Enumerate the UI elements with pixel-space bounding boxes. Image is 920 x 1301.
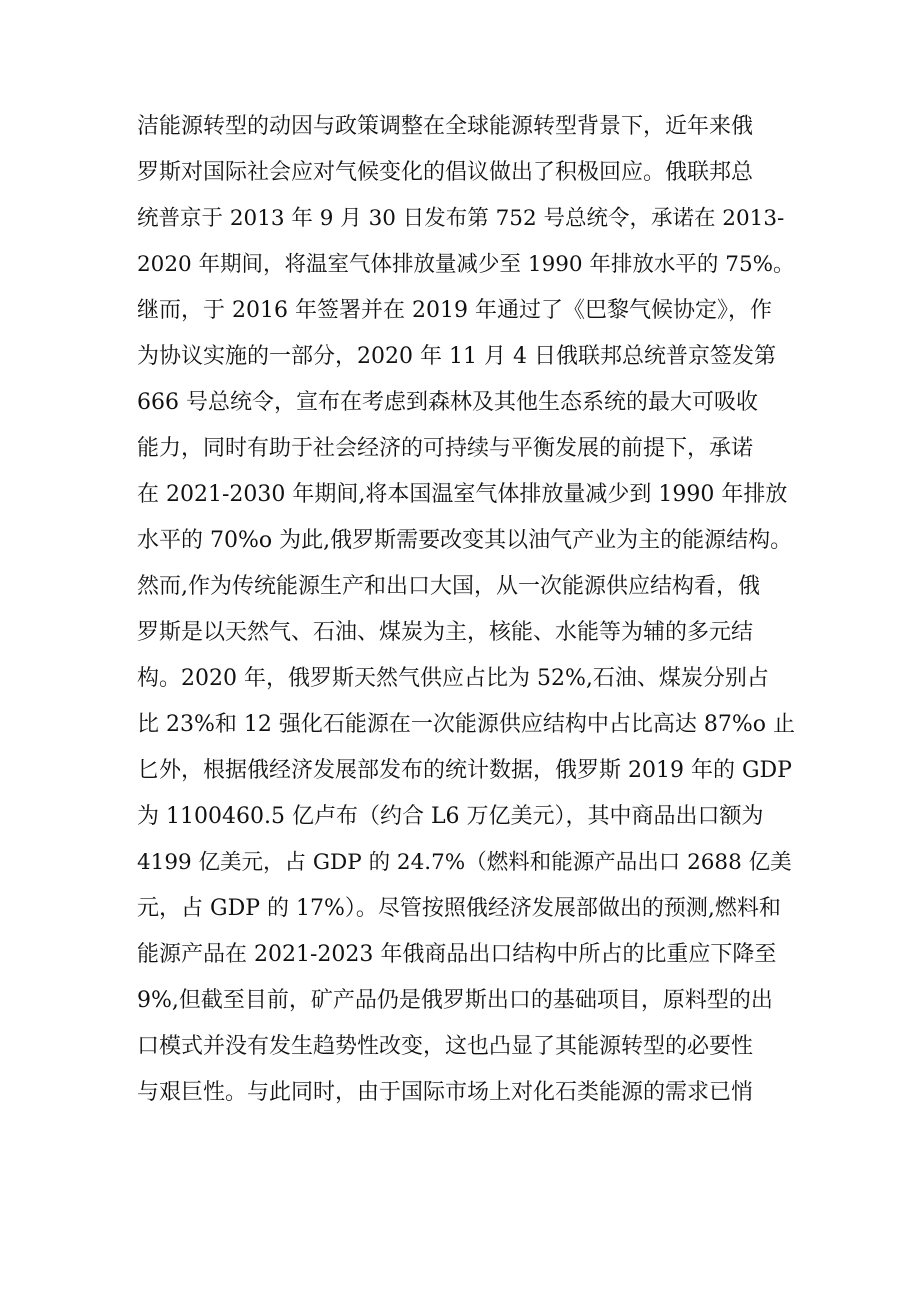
text-line: 水平的 70%o 为此,俄罗斯需要改变其以油气产业为主的能源结构。 <box>137 528 793 553</box>
text-line: 洁能源转型的动因与政策调整在全球能源转型背景下，近年来俄 <box>137 114 754 139</box>
text-line: 统普京于 2013 年 9 月 30 日发布第 752 号总统令，承诺在 2013- <box>137 206 785 231</box>
text-line: 与艰巨性。与此同时，由于国际市场上对化石类能源的需求已悄 <box>137 1080 754 1105</box>
text-line: 构。2020 年，俄罗斯天然气供应占比为 52%,石油、煤炭分别占 <box>137 666 769 691</box>
text-line: 为 1100460.5 亿卢布（约合 L6 万亿美元），其中商品出口额为 <box>137 804 764 829</box>
text-line: 9%,但截至目前，矿产品仍是俄罗斯出口的基础项目，原料型的出 <box>137 988 773 1013</box>
body-text <box>137 104 797 1116</box>
text-line: 为协议实施的一部分，2020 年 11 月 4 日俄联邦总统普京签发第 <box>137 344 776 369</box>
text-line: 元，占 GDP 的 17%）。尽管按照俄经济发展部做出的预测,燃料和 <box>137 896 781 921</box>
text-line: 匕外，根据俄经济发展部发布的统计数据，俄罗斯 2019 年的 GDP <box>137 758 792 783</box>
text-line: 666 号总统令，宣布在考虑到森林及其他生态系统的最大可吸收 <box>137 390 758 415</box>
text-line: 继而，于 2016 年签署并在 2019 年通过了《巴黎气候协定》，作 <box>137 298 772 323</box>
text-line: 在 2021-2030 年期间,将本国温室气体排放量减少到 1990 年排放 <box>137 482 788 507</box>
text-line: 比 23%和 12 强化石能源在一次能源供应结构中占比高达 87%o 止 <box>137 712 796 737</box>
text-line: 口模式并没有发生趋势性改变，这也凸显了其能源转型的必要性 <box>137 1034 754 1059</box>
text-line: 能源产品在 2021-2023 年俄商品出口结构中所占的比重应下降至 <box>137 942 777 967</box>
text-line: 罗斯是以天然气、石油、煤炭为主，核能、水能等为辅的多元结 <box>137 620 754 645</box>
text-line: 4199 亿美元，占 GDP 的 24.7%（燃料和能源产品出口 2688 亿美 <box>137 850 792 875</box>
text-line: 罗斯对国际社会应对气候变化的倡议做出了积极回应。俄联邦总 <box>137 160 754 185</box>
text-line: 然而,作为传统能源生产和出口大国，从一次能源供应结构看，俄 <box>137 574 760 599</box>
text-line: 2020 年期间，将温室气体排放量减少至 1990 年排放水平的 75%。 <box>137 252 795 277</box>
text-line: 能力，同时有助于社会经济的可持续与平衡发展的前提下，承诺 <box>137 436 754 461</box>
